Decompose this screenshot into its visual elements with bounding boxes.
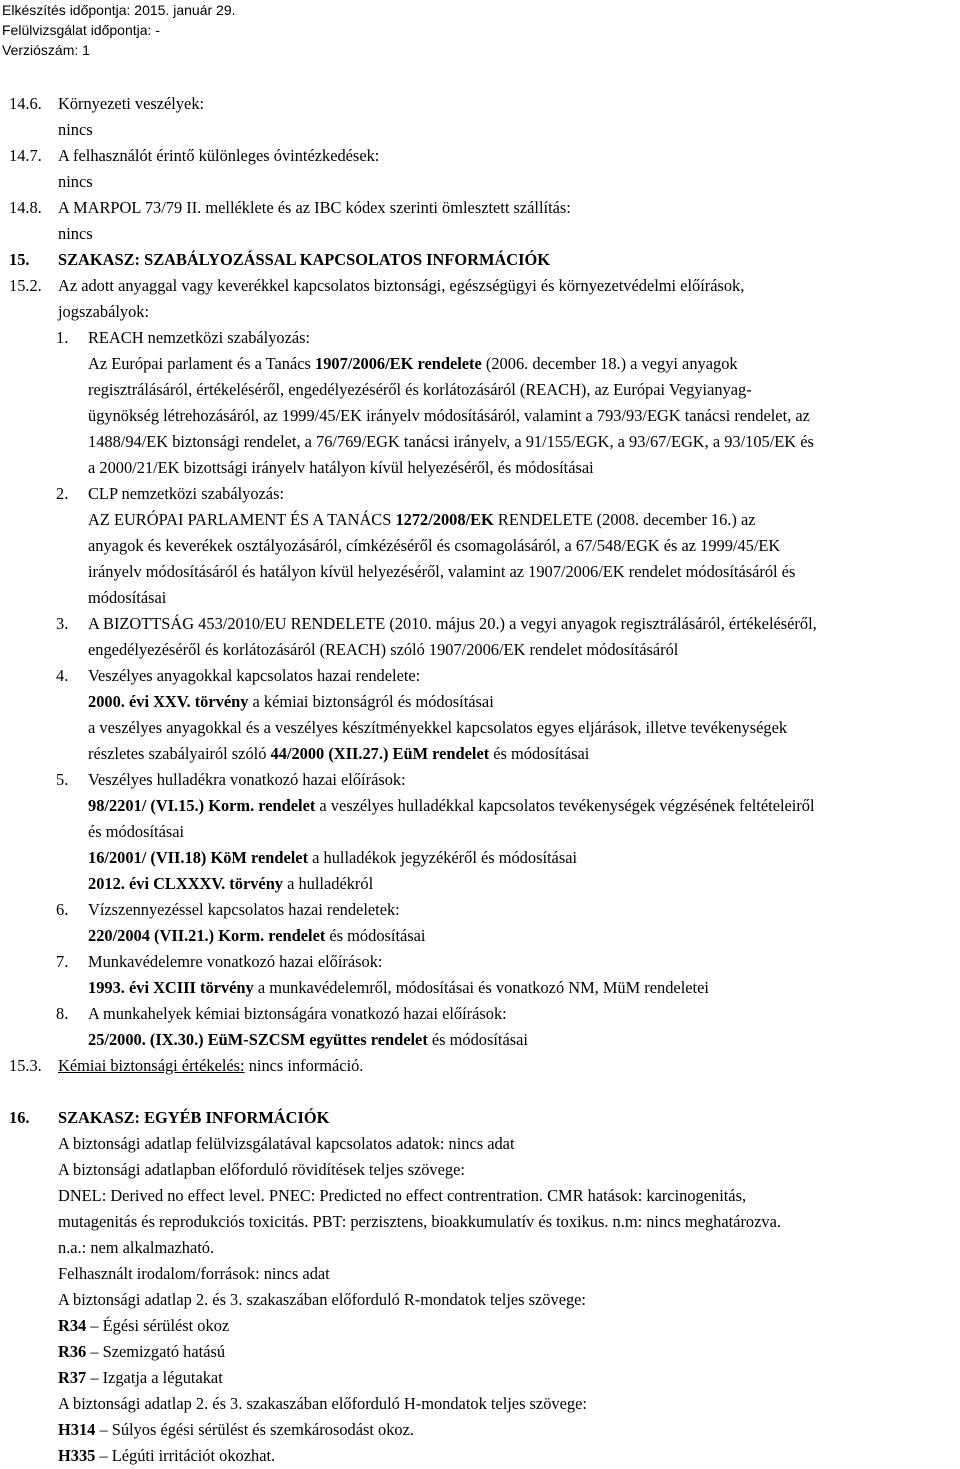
r-phrase: R34 – Égési sérülést okoz xyxy=(58,1316,230,1335)
revision-date: Felülvizsgálat időpontja: - xyxy=(2,22,160,38)
section-14-6-value: nincs xyxy=(58,120,93,139)
section-14-7-value: nincs xyxy=(58,172,93,191)
section-14-6: 14.6. Környezeti veszélyek: xyxy=(9,94,205,113)
section-15-heading: 15. SZAKASZ: SZABÁLYOZÁSSAL KAPCSOLATOS INFORMÁCIÓK xyxy=(9,250,550,269)
list-item: 5. Veszélyes hulladékra vonatkozó hazai előírások: xyxy=(56,770,406,789)
list-item: 3. A BIZOTTSÁG 453/2010/EU RENDELETE (2010. május 20.) a vegyi anyagok regisztrálásáról, értékeléséről, xyxy=(56,614,817,633)
version-number: Verziószám: 1 xyxy=(2,42,90,58)
section-16-heading: 16. SZAKASZ: EGYÉB INFORMÁCIÓK xyxy=(9,1108,330,1127)
section-15-2: 15.2. Az adott anyaggal vagy keverékkel kapcsolatos biztonsági, egészségügyi és környezetvédelmi előírások, xyxy=(9,276,745,295)
list-item: 6. Vízszennyezéssel kapcsolatos hazai rendeletek: xyxy=(56,900,400,919)
document-body: 14.6. Környezeti veszélyek: nincs 14.7. A felhasználót érintő különleges óvintézkedések: nincs 14.8. A MARPOL 73/79 II. melléklete és az IBC kódex szerinti ömlesztett szállítás: nincs 15. SZAKASZ: SZABÁLYOZÁSSAL KAPCSOLATOS INFORMÁCIÓK 15.2. Az adott anyaggal vagy keverékkel kapcsolatos biztonsági, egészségügyi és környezetvédelmi előírások, jogszabályok: 1. REACH nemzetközi szabályozás: Az Európai parlament és a Tanács 1907/2006/EK rendelete (2006. december 18.) a vegyi anyagok regisztrálásáról, értékeléséről, engedélyezéséről és korlátozásáról (REACH), az Európai Vegyianyag- ügynökség létrehozásáról, az 1999/45/EK irányelv módosításáról, valamint a 793/93/EGK tanácsi rendelet, az 1488/94/EK biztonsági rendelet, a 76/769/EGK tanácsi irányelv, a 91/155/EGK, a 93/67/EGK, a 93/105/EK és a 2000/21/EK bizottsági irányelv hatályon kívül helyezéséről, és módosításai 2. CLP nemzetközi szabályozás: AZ EURÓPAI PARLAMENT ÉS A TANÁCS 1272/2008/EK RENDELETE (2008. december 16.) az anyagok és keverékek osztályozásáról, címkézéséről és csomagolásáról, a 67/548/EGK és az 1999/45/EK irányelv módosításáról és hatályon kívül helyezéséről, valamint az 1907/2006/EK rendelet módosításáról és módosításai 3. A BIZOTTSÁG 453/2010/EU RENDELETE (2010. május 20.) a vegyi anyagok regisztrálásáról, értékeléséről, engedélyezéséről és korlátozásáról (REACH) szóló 1907/2006/EK rendelet módosításáról 4. Veszélyes anyagokkal kapcsolatos hazai rendelete: 2000. évi XXV. törvény a kémiai biztonságról és módosításai a veszélyes anyagokkal és a veszélyes készítményekkel kapcsolatos egyes eljárások, illetve tevékenységek részletes szabályairól szóló 44/2000 (XII.27.) EüM rendelet és módosításai 5. Veszélyes hulladékra vonatkozó hazai előírások: 98/2201/ (VI.15.) Korm. rendelet a veszélyes hulladékkal kapcsolatos tevékenységek végzésének feltételeiről és módosításai 16/2001/ (VII.18) KöM rendelet a hulladékok jegyzékéről és módosításai 2012. évi CLXXXV. törvény a hulladékról 6. Vízszennyezéssel kapcsolatos hazai rendeletek: 220/2004 (VII.21.) Korm. rendelet és módosításai 7. Munkavédelemre vonatkozó hazai előírások: 1993. évi XCIII törvény a munkavédelemről, módosításai és vonatkozó NM, MüM rendeletei 8. A munkahelyek kémiai biztonságára vonatkozó hazai előírások: 25/2000. (IX.30.) EüM-SZCSM együttes rendelet és módosításai 15.3. Kémiai biztonsági értékelés: nincs információ. 16. SZAKASZ: EGYÉB INFORMÁCIÓK A biztonsági adatlap felülvizsgálatával kapcsolatos adatok: nincs adat A biztonsági adatlapban előforduló rövidítések teljes szövege: DNEL: Derived no effect level. PNEC: Predicted no effect contrentration. CMR hatások: karcinogenitás, mutagenitás és reprodukciós toxicitás. PBT: perzisztens, bioakkumulatív és toxikus. n.m: nincs meghatározva. n.a.: nem alkalmazható. Felhasznált irodalom/források: nincs adat A biztonsági adatlap 2. és 3. szakaszában előforduló R-mondatok teljes szövege: R34 – Égési sérülést okoz R36 – Szemizgató hatású R37 – Izgatja a légutakat A biztonsági adatlap 2. és 3. szakaszában előforduló H-mondatok teljes szövege: H314 – Súlyos égési sérülést és szemkárosodást okoz. H335 – Légúti irritációt okozhat. xyxy=(0,91,960,1469)
document-header xyxy=(0,0,960,60)
h-phrase: H335 – Légúti irritációt okozhat. xyxy=(58,1446,276,1465)
section-14-8-value: nincs xyxy=(58,224,93,243)
list-item: 1. REACH nemzetközi szabályozás: xyxy=(56,328,311,347)
list-item: 7. Munkavédelemre vonatkozó hazai előírások: xyxy=(56,952,383,971)
h-phrase: H314 – Súlyos égési sérülést és szemkárosodást okoz. xyxy=(58,1420,414,1439)
r-phrase: R37 – Izgatja a légutakat xyxy=(58,1368,223,1387)
list-item: 8. A munkahelyek kémiai biztonságára vonatkozó hazai előírások: xyxy=(56,1004,507,1023)
r-phrase: R36 – Szemizgató hatású xyxy=(58,1342,226,1361)
list-item: 2. CLP nemzetközi szabályozás: xyxy=(56,484,285,503)
section-14-7: 14.7. A felhasználót érintő különleges óvintézkedések: xyxy=(9,146,380,165)
section-15-3: 15.3. Kémiai biztonsági értékelés: nincs információ. xyxy=(9,1056,364,1075)
section-14-8: 14.8. A MARPOL 73/79 II. melléklete és az IBC kódex szerinti ömlesztett szállítás: xyxy=(9,198,571,217)
created-date: Elkészítés időpontja: 2015. január 29. xyxy=(2,2,236,18)
list-item: 4. Veszélyes anyagokkal kapcsolatos hazai rendelete: xyxy=(56,666,421,685)
